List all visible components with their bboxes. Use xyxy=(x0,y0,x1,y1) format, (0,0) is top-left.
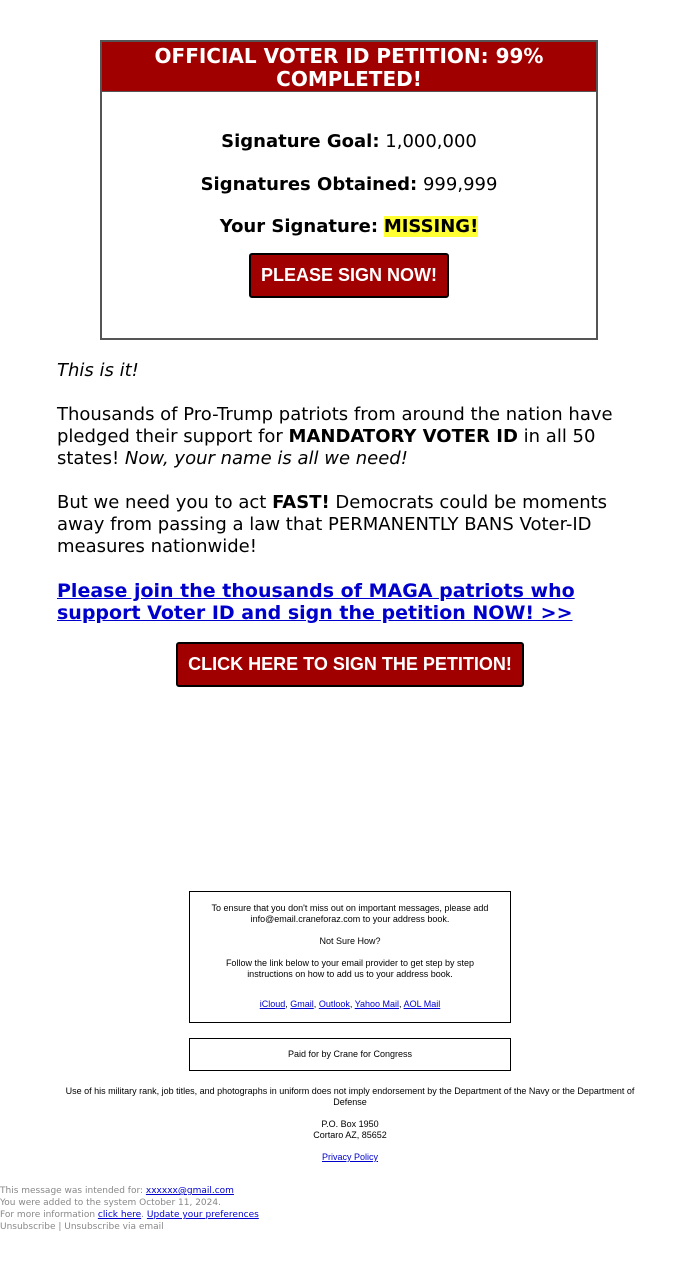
signatures-obtained-label: Signatures Obtained: xyxy=(200,174,418,195)
para2-bold: FAST! xyxy=(272,492,330,513)
gmail-link[interactable]: Gmail xyxy=(290,999,314,1009)
whitelist-instructions: To ensure that you don't miss out on important messages, please add info@email.craneforaz.com to your address book. xyxy=(211,903,489,924)
petition-header: OFFICIAL VOTER ID PETITION: 99% COMPLETED! xyxy=(102,42,596,92)
address-book-info-box xyxy=(189,891,511,1023)
paragraph-urgency xyxy=(57,492,647,558)
sign-petition-cta-button[interactable]: CLICK HERE TO SIGN THE PETITION! xyxy=(176,642,524,687)
recipient-email-link[interactable]: xxxxxx@gmail.com xyxy=(145,1186,234,1196)
address-line-1: P.O. Box 1950 xyxy=(321,1119,379,1129)
provider-instructions: Follow the link below to your email provider to get step by step instructions on how to add us to your address book. xyxy=(225,958,475,979)
join-petition-link[interactable]: Please join the thousands of MAGA patriots who support Voter ID and sign the petition NOW! >> xyxy=(57,580,575,624)
your-signature-label: Your Signature: xyxy=(219,216,379,237)
please-sign-now-button[interactable]: PLEASE SIGN NOW! xyxy=(249,253,449,298)
yahoo-mail-link[interactable]: Yahoo Mail xyxy=(354,999,400,1009)
your-signature xyxy=(102,195,596,237)
legal-section xyxy=(60,1086,640,1174)
privacy-policy-link[interactable]: Privacy Policy xyxy=(321,1152,378,1162)
para1-text-2: in all 50 states! xyxy=(57,426,596,469)
outlook-link[interactable]: Outlook xyxy=(318,999,350,1009)
mailing-address xyxy=(60,1119,640,1141)
unsubscribe-link[interactable]: Unsubscribe xyxy=(0,1222,56,1232)
added-date: You were added to the system October 11, 2024. xyxy=(0,1198,221,1208)
petition-body xyxy=(102,92,596,298)
para2-text-2: Democrats could be moments away from passing a law that PERMANENTLY BANS Voter-ID measures nationwide! xyxy=(57,492,608,557)
intended-label: This message was intended for: xyxy=(0,1186,146,1196)
address-line-2: Cortaro AZ, 85652 xyxy=(313,1130,387,1140)
paragraph-support xyxy=(57,404,647,470)
para1-text: Thousands of Pro-Trump patriots from around the nation have pledged their support for xyxy=(57,404,613,447)
not-sure-how: Not Sure How? xyxy=(319,936,381,946)
more-info-line xyxy=(0,1209,400,1221)
para1-bold: MANDATORY VOTER ID xyxy=(288,426,518,447)
para2-text: But we need you to act xyxy=(57,492,273,513)
aol-mail-link[interactable]: AOL Mail xyxy=(403,999,441,1009)
email-body xyxy=(57,360,647,624)
icloud-link[interactable]: iCloud xyxy=(259,999,286,1009)
petition-box xyxy=(100,40,598,340)
para1-italic: Now, your name is all we need! xyxy=(124,448,408,469)
provider-links: iCloud, Gmail, Outlook, Yahoo Mail, AOL Mail xyxy=(259,999,441,1009)
unsubscribe-email-link[interactable]: Unsubscribe via email xyxy=(64,1222,164,1232)
separator: . xyxy=(141,1210,147,1220)
update-preferences-link[interactable]: Update your preferences xyxy=(146,1210,259,1220)
click-here-link[interactable]: click here xyxy=(97,1210,142,1220)
unsubscribe-line xyxy=(0,1221,400,1233)
signatures-obtained-value: 999,999 xyxy=(422,174,498,195)
signature-goal-label: Signature Goal: xyxy=(221,131,380,152)
intro-text: This is it! xyxy=(57,360,139,381)
more-info-label: For more information xyxy=(0,1210,98,1220)
pipe-separator: | xyxy=(55,1222,65,1232)
signatures-obtained xyxy=(102,152,596,195)
missing-badge: MISSING! xyxy=(383,216,479,237)
email-footer xyxy=(0,1185,400,1233)
paid-for-by-box: Paid for by Crane for Congress xyxy=(189,1038,511,1071)
signature-goal xyxy=(102,92,596,152)
intended-for-line xyxy=(0,1185,400,1197)
military-disclaimer: Use of his military rank, job titles, and photographs in uniform does not imply endorsement by the Department of the Navy or the Department of Defense xyxy=(65,1086,635,1107)
signature-goal-value: 1,000,000 xyxy=(385,131,477,152)
